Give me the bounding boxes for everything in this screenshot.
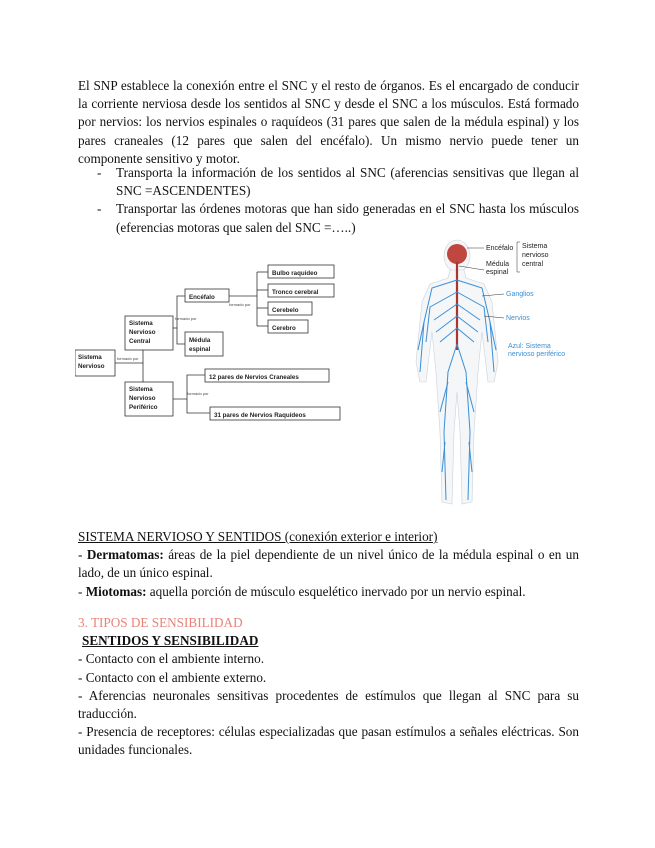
label-snp-2: Nervioso xyxy=(129,395,156,402)
label-cerebelo: Cerebelo xyxy=(272,307,299,314)
tipos-item: - Contacto con el ambiente interno. xyxy=(78,651,265,667)
label-formado-por-1: formado por xyxy=(175,316,197,321)
label-snc-3: Central xyxy=(129,338,151,345)
label-medula-2: espinal xyxy=(189,346,211,353)
body-label-snc-1: Sistema xyxy=(522,243,548,250)
bullet-dash: - xyxy=(97,201,102,217)
miotomas-prefix: - xyxy=(78,583,86,599)
dermatomas-text: áreas de la piel dependiente de un nivel único de la médula espinal o en un lado, de un único espinal. xyxy=(78,547,579,581)
sentidos-heading: SISTEMA NERVIOSO Y SENTIDOS (conexión exterior e interior) xyxy=(78,529,438,544)
body-label-medula-1: Médula xyxy=(486,261,509,268)
body-label-medula-2: espinal xyxy=(486,269,509,276)
body-label-snp-2: nervioso periférico xyxy=(508,351,566,358)
tipos-section xyxy=(78,614,579,760)
label-snp-3: Periférico xyxy=(129,404,158,411)
label-formado-por-3: formado por xyxy=(117,356,139,361)
label-sistema-nervioso-1: Sistema xyxy=(78,354,102,361)
bullet-text: Transporta la información de los sentidos al SNC (aferencias sensitivas que llegan al SNC =ASCENDENTES) xyxy=(116,165,579,199)
tipos-section-title: 3. TIPOS DE SENSIBILIDAD xyxy=(78,615,243,630)
label-encefalo: Encéfalo xyxy=(189,294,215,301)
label-cerebro: Cerebro xyxy=(272,325,296,332)
nervous-system-concept-map xyxy=(75,262,365,424)
dermatomas-definition xyxy=(78,546,579,582)
label-snc-1: Sistema xyxy=(129,320,153,327)
body-label-nervios: Nervios xyxy=(506,315,530,322)
brain-icon xyxy=(447,244,467,264)
miotomas-definition xyxy=(78,583,579,601)
miotomas-term: Miotomas: xyxy=(85,583,147,599)
label-raquideos: 31 pares de Nervios Raquídeos xyxy=(214,412,306,419)
label-sistema-nervioso-2: Nervioso xyxy=(78,363,105,370)
body-label-ganglios: Ganglios xyxy=(506,291,534,298)
label-snc-2: Nervioso xyxy=(129,329,156,336)
bullet-item xyxy=(78,164,579,200)
intro-bullet-list xyxy=(78,164,579,237)
nervous-system-body-illustration xyxy=(412,232,582,510)
label-medula-1: Médula xyxy=(189,337,211,344)
body-label-snc-3: central xyxy=(522,261,544,268)
bullet-dash: - xyxy=(97,165,102,180)
dermatomas-prefix: - xyxy=(78,547,87,563)
intro-paragraph: El SNP establece la conexión entre el SNC y el resto de órganos. Es el encargado de conducir la corriente nerviosa desde los sentidos al SNC y desde el SNC a los músculos. Está formado por nervios: los nervios espinales o raquídeos (31 pares que salen de la médula espinal) y los pares craneales (12 pares que salen del encéfalo). Un mismo nervio puede tener un componente sensitivo y motor. xyxy=(78,78,579,166)
label-formado-por-2: formado por xyxy=(229,302,251,307)
body-label-encefalo: Encéfalo xyxy=(486,245,514,252)
tipos-item: - Presencia de receptores: células especializadas que pasan estímulos a señales eléctricas. Son unidades funcionales. xyxy=(78,724,579,758)
body-label-snp-1: Azul: Sistema xyxy=(508,343,551,350)
tipos-item: - Aferencias neuronales sensitivas procedentes de estímulos que llegan al SNC para su traducción. xyxy=(78,687,579,722)
body-label-snc-2: nervioso xyxy=(522,252,549,259)
label-snp-1: Sistema xyxy=(129,386,153,393)
label-formado-por-4: formado por xyxy=(187,391,209,396)
sentidos-section xyxy=(78,528,579,601)
tipos-subheading-row xyxy=(78,632,579,650)
label-craneales: 12 pares de Nervios Craneales xyxy=(209,374,299,381)
dermatomas-term: Dermatomas: xyxy=(86,547,164,563)
label-tronco: Tronco cerebral xyxy=(272,289,319,296)
bullet-text: Transportar las órdenes motoras que han sido generadas en el SNC hasta los músculos (eferencias motoras que salen del SNC =…..) xyxy=(116,201,579,235)
tipos-subheading: SENTIDOS Y SENSIBILIDAD xyxy=(82,633,259,649)
label-bulbo: Bulbo raquídeo xyxy=(272,270,318,277)
tipos-item: - Contacto con el ambiente externo. xyxy=(78,669,267,685)
miotomas-text: aquella porción de músculo esquelético inervado por un nervio espinal. xyxy=(146,583,526,599)
